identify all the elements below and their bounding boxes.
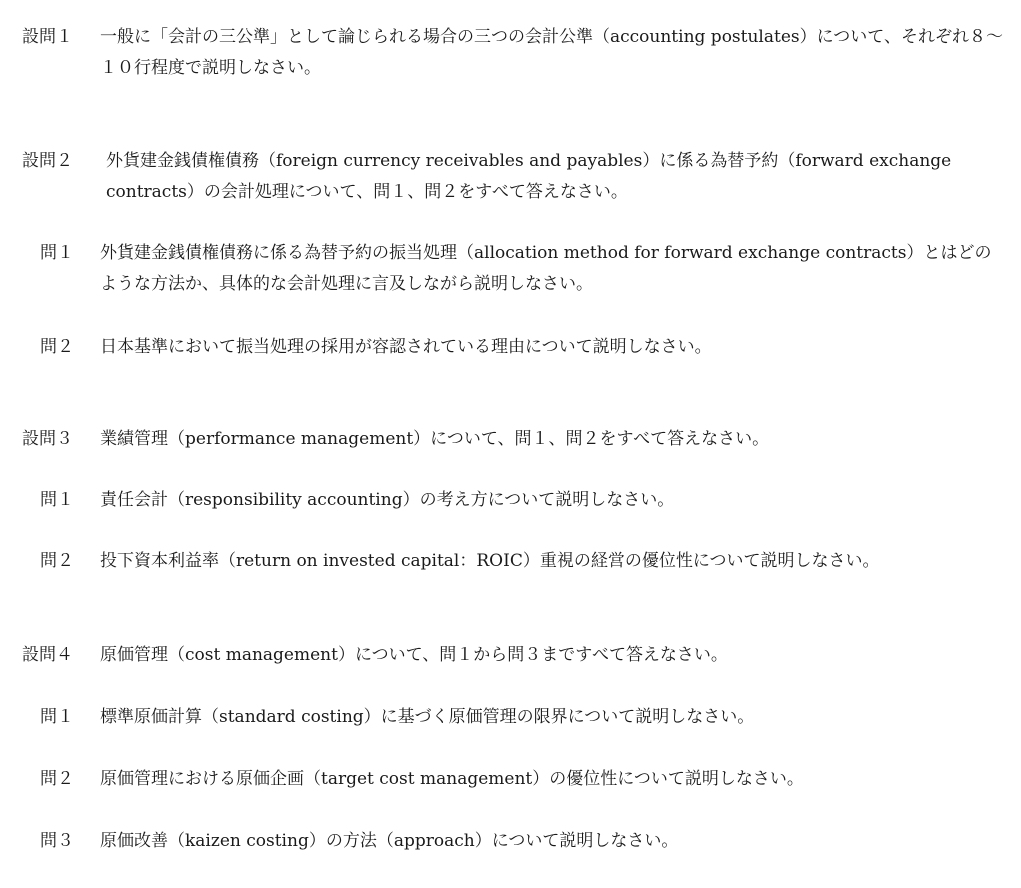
- subquestion-text: 日本基準において振当処理の採用が容認されている理由について説明しなさい。: [100, 337, 712, 357]
- question-label: 設問４: [22, 645, 73, 665]
- subquestion-label: 問３: [40, 831, 74, 851]
- question-label: 設問１: [22, 27, 73, 47]
- subquestion-text: 責任会計（responsibility accounting）の考え方について説明しなさい。: [100, 490, 675, 510]
- subquestion-label: 問２: [40, 551, 74, 571]
- question-text: [100, 22, 1010, 84]
- subquestion-text: 標準原価計算（standard costing）に基づく原価管理の限界について説明しなさい。: [100, 707, 755, 727]
- question-label: 設問２: [22, 151, 73, 171]
- subquestion-label: 問１: [40, 707, 74, 727]
- question-text: 原価管理（cost management）について、問１から問３まですべて答えなさい。: [100, 645, 728, 665]
- subquestion-text: [100, 238, 1005, 300]
- question-text-content: 一般に「会計の三公準」として論じられる場合の三つの会計公準（accounting postulates）について、それぞれ８～１０行程度で説明しなさい。: [100, 27, 1003, 78]
- question-text-content: 外貨建金銭債権債務（foreign currency receivables and payables）に係る為替予約（forward exchange contracts）の会計処理について、問１、問２をすべて答えなさい。: [106, 151, 952, 202]
- subquestion-text: 原価改善（kaizen costing）の方法（approach）について説明しなさい。: [100, 831, 679, 851]
- question-label: 設問３: [22, 429, 73, 449]
- subquestion-text: 原価管理における原価企画（target cost management）の優位性について説明しなさい。: [100, 769, 804, 789]
- question-text: 業績管理（performance management）について、問１、問２をすべて答えなさい。: [100, 429, 770, 449]
- subquestion-label: 問２: [40, 769, 74, 789]
- subquestion-label: 問１: [40, 490, 74, 510]
- subquestion-label: 問１: [40, 243, 74, 263]
- subquestion-text-content: 外貨建金銭債権債務に係る為替予約の振当処理（allocation method for forward exchange contracts）とはどのような方法か、具体的な会計処理に言及しながら説明しなさい。: [100, 243, 992, 294]
- subquestion-text: 投下資本利益率（return on invested capital：ROIC）重視の経営の優位性について説明しなさい。: [100, 551, 880, 571]
- question-text: [106, 146, 1006, 208]
- subquestion-label: 問２: [40, 337, 74, 357]
